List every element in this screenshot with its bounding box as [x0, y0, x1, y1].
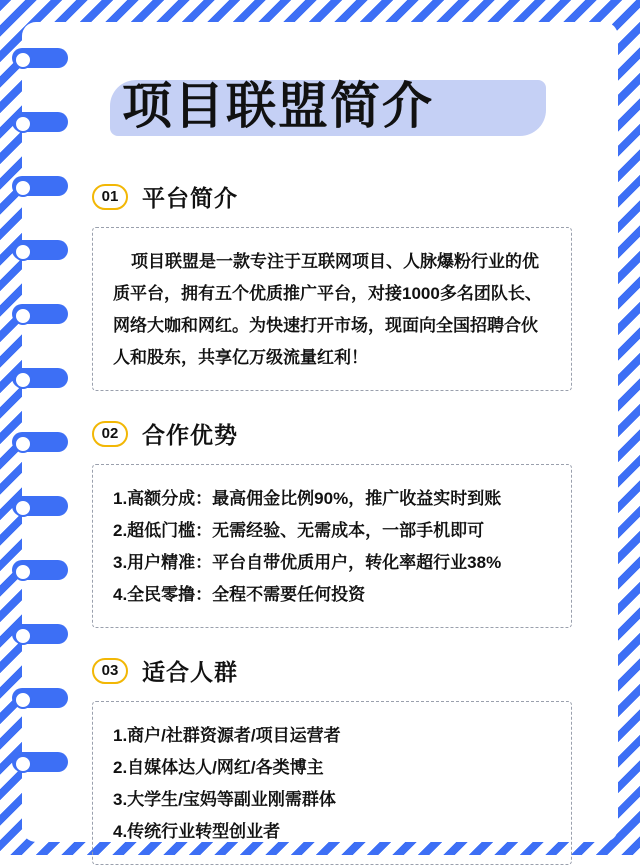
list-item: 3.用户精准：平台自带优质用户，转化率超行业38%: [113, 553, 502, 572]
binding-ring: [12, 752, 68, 772]
section-number-badge: 03: [92, 658, 128, 684]
page-title: [92, 62, 572, 154]
section-heading: 合作优势: [142, 422, 238, 448]
section-body-box: [92, 227, 572, 391]
binding-ring: [12, 496, 68, 516]
binding-ring: [12, 112, 68, 132]
document-content: [84, 40, 596, 865]
list-item: 1.商户/社群资源者/项目运营者: [113, 726, 341, 745]
spiral-binding: [12, 34, 72, 824]
section-cooperation-advantages: [92, 417, 572, 628]
section-target-audience: [92, 654, 572, 865]
section-body-box: [92, 701, 572, 865]
section-heading: 适合人群: [142, 659, 238, 685]
section-number-badge: 02: [92, 421, 128, 447]
section-header: [92, 654, 572, 687]
section-number-badge: 01: [92, 184, 128, 210]
section-body-box: [92, 464, 572, 628]
list-item: 1.高额分成：最高佣金比例90%，推广收益实时到账: [113, 489, 502, 508]
binding-ring: [12, 624, 68, 644]
binding-ring: [12, 240, 68, 260]
section-platform-intro: [92, 180, 572, 391]
binding-ring: [12, 176, 68, 196]
list-item: 2.自媒体达人/网红/各类博主: [113, 758, 324, 777]
list-item: 4.全民零撸：全程不需要任何投资: [113, 585, 366, 604]
binding-ring: [12, 368, 68, 388]
binding-ring: [12, 560, 68, 580]
binding-ring: [12, 304, 68, 324]
section-header: [92, 417, 572, 450]
section-heading: 平台简介: [142, 185, 238, 211]
page-title-text: 项目联盟简介: [122, 78, 434, 134]
list-item: 4.传统行业转型创业者: [113, 822, 281, 841]
binding-ring: [12, 688, 68, 708]
section-header: [92, 180, 572, 213]
binding-ring: [12, 432, 68, 452]
list-item: 2.超低门槛：无需经验、无需成本，一部手机即可: [113, 521, 485, 540]
list-item: 3.大学生/宝妈等副业刚需群体: [113, 790, 336, 809]
binding-ring: [12, 48, 68, 68]
section-paragraph: 项目联盟是一款专注于互联网项目、人脉爆粉行业的优质平台，拥有五个优质推广平台，对接1000多名团队长、网络大咖和网红。为快速打开市场，现面向全国招聘合伙人和股东，共享亿万级流量红利！: [113, 252, 542, 367]
